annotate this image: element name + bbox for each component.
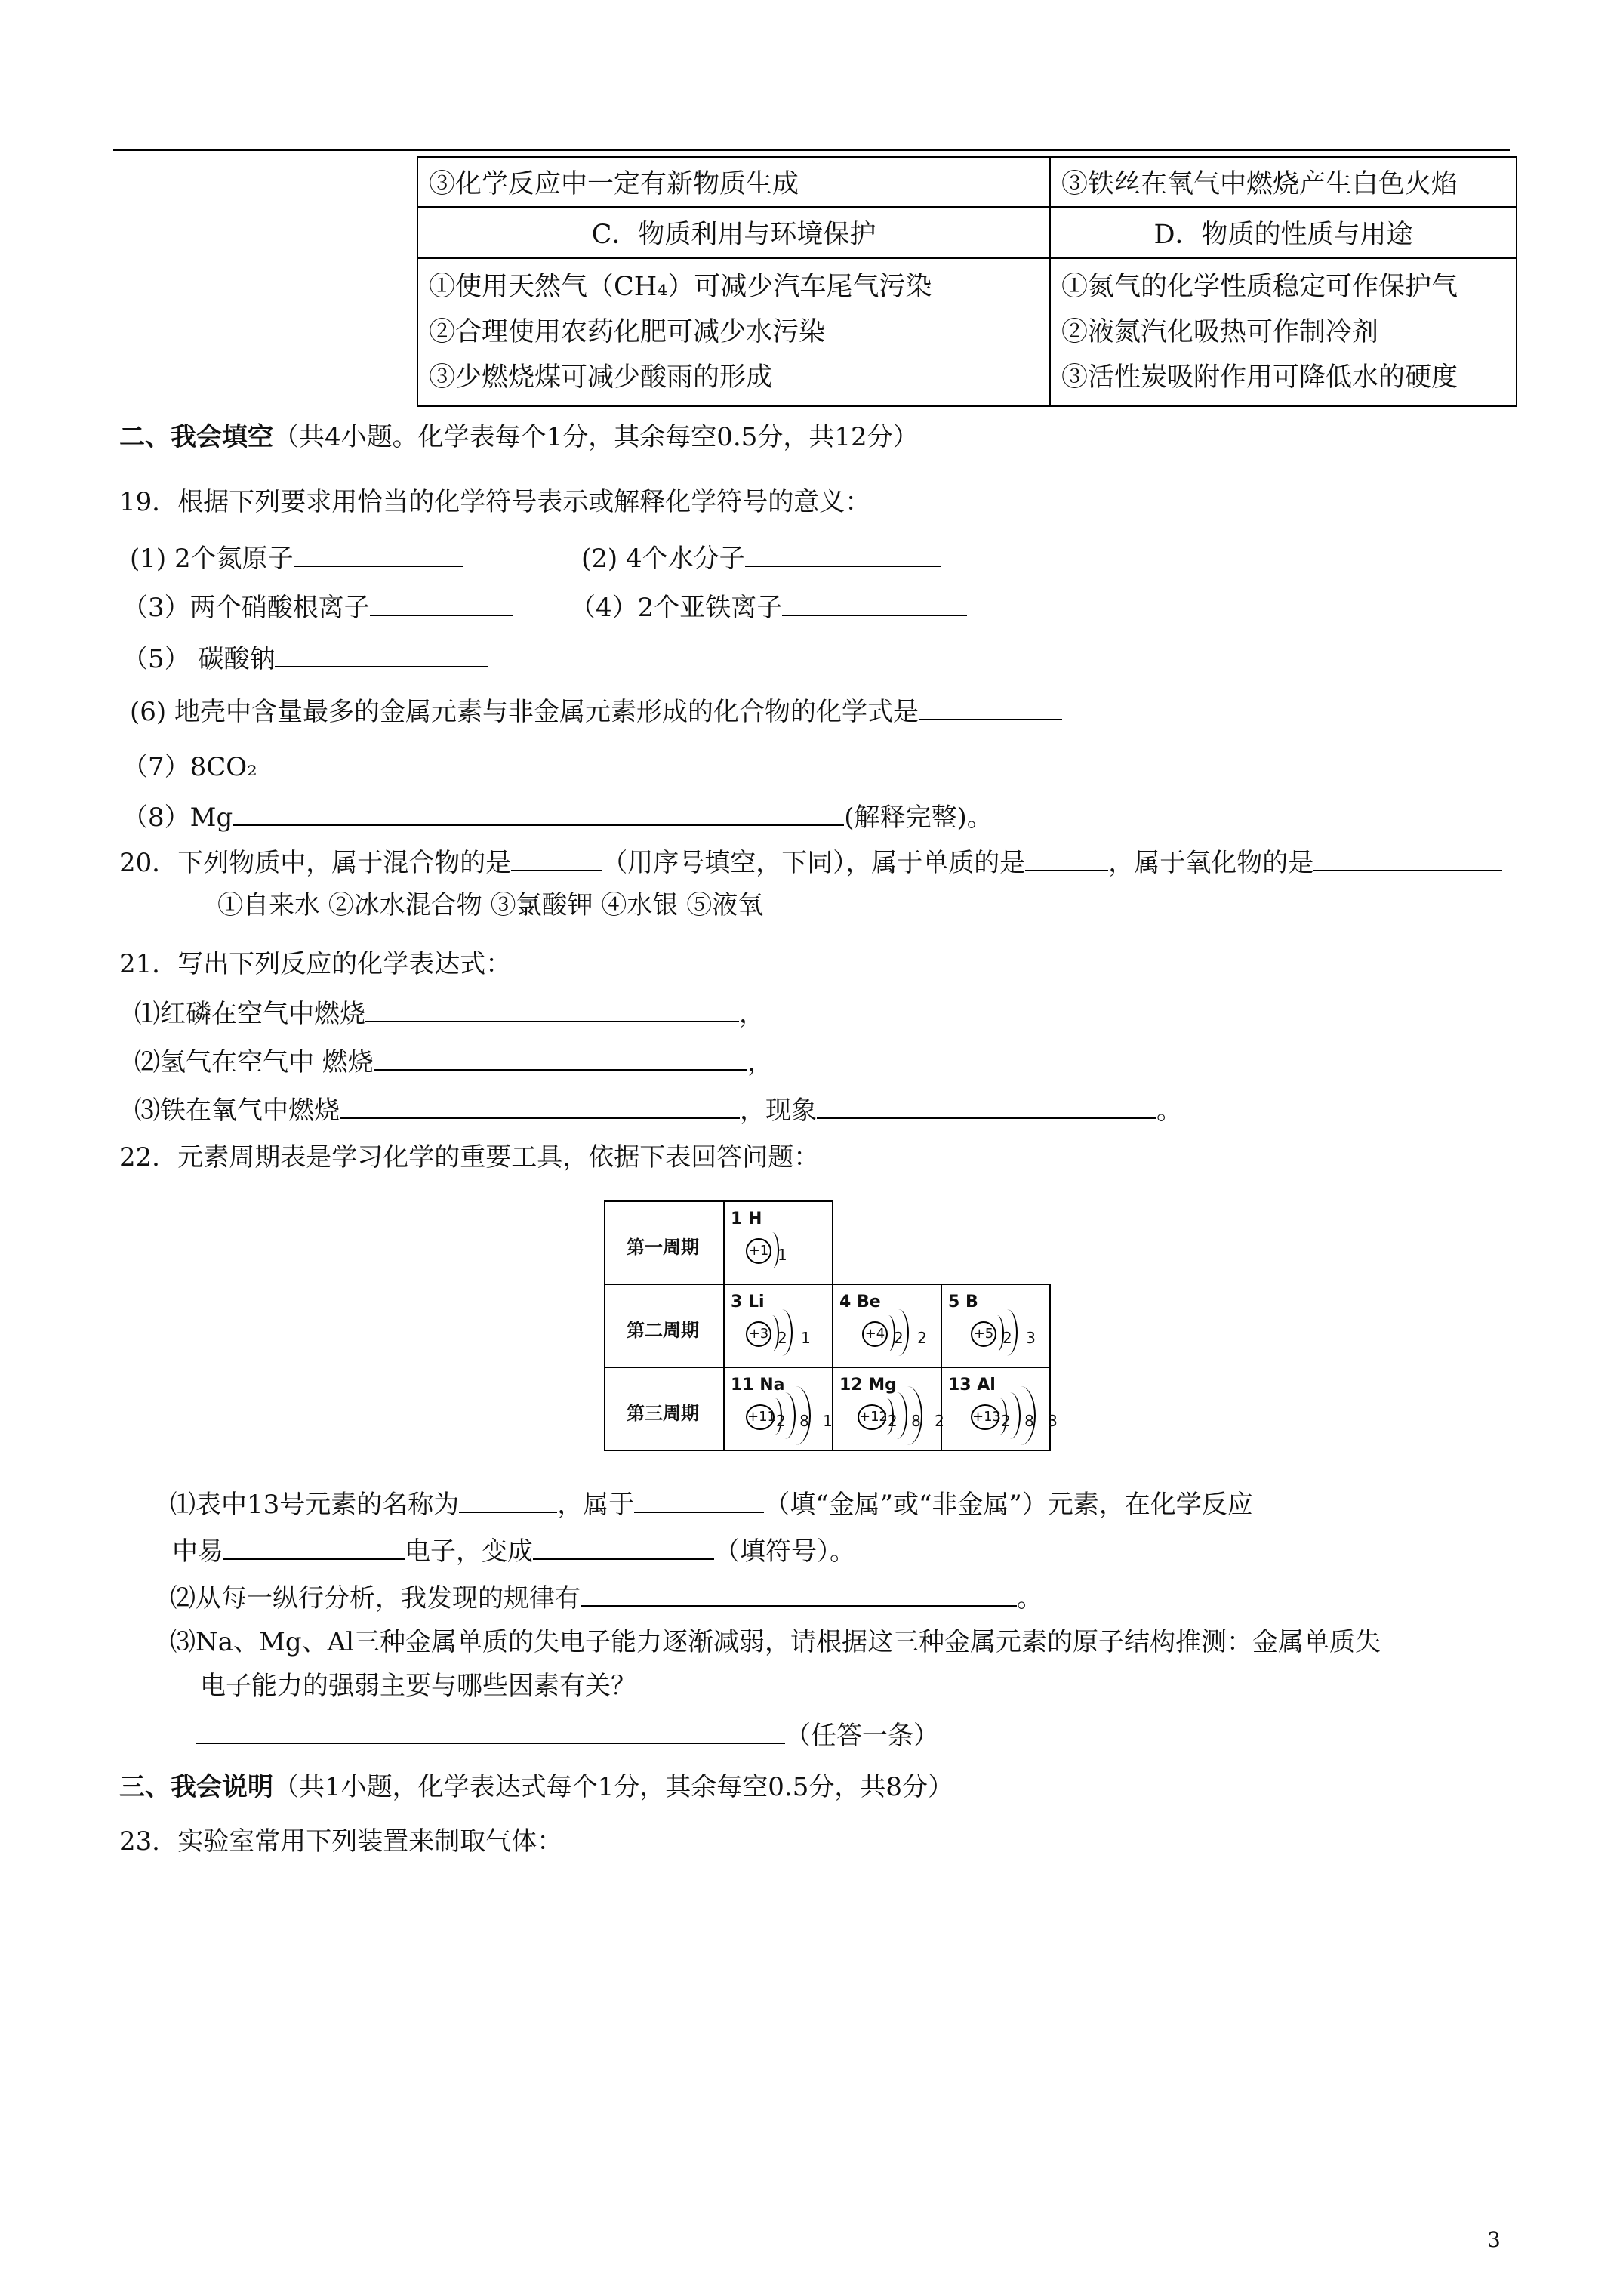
d-item-1: ①氮气的化学性质稳定可作保护气 bbox=[1061, 272, 1458, 302]
q19-p6-text: (6) 地壳中含量最多的金属元素与非金属元素形成的化合物的化学式是 bbox=[130, 697, 919, 727]
q19-p3 bbox=[122, 589, 513, 624]
q19-p6-blank[interactable] bbox=[919, 693, 1062, 720]
c-item-1: ①使用天然气（CH₄）可减少汽车尾气污染 bbox=[429, 272, 932, 302]
element-be-nucleus: +4 bbox=[862, 1321, 888, 1347]
q21-p3-end: 。 bbox=[1156, 1096, 1182, 1126]
q21-p2 bbox=[134, 1043, 773, 1078]
q19-p1-blank[interactable] bbox=[294, 540, 463, 567]
q19-p3-text: （3）两个硝酸根离子 bbox=[122, 593, 370, 623]
q19-p3-blank[interactable] bbox=[370, 589, 513, 616]
q19-p5-text: （5） 碳酸钠 bbox=[122, 644, 276, 674]
q21-p2-end: ， bbox=[747, 1047, 773, 1077]
element-b-shells: 2 3 bbox=[1002, 1329, 1040, 1347]
q22-s1-blank-3[interactable] bbox=[223, 1533, 405, 1560]
element-cell-li bbox=[723, 1284, 833, 1368]
q21-p1-text: ⑴红磷在空气中燃烧 bbox=[134, 999, 365, 1029]
element-be-head: 4 Be bbox=[839, 1293, 881, 1311]
element-be-shells: 2 2 bbox=[894, 1329, 932, 1347]
q20-stem-b: （用序号填空，下同），属于单质的是 bbox=[602, 848, 1026, 878]
q22-s3-a: ⑶Na、Mg、Al三种金属单质的失电子能力逐渐减弱，请根据这三种金属元素的原子结构推测：金属单质失 bbox=[170, 1627, 1381, 1657]
element-al-head: 13 Al bbox=[948, 1376, 996, 1395]
q22-s3-c bbox=[196, 1717, 939, 1752]
q22-s1-blank-2[interactable] bbox=[634, 1486, 764, 1513]
q21-p2-text: ⑵氢气在空气中 燃烧 bbox=[134, 1047, 374, 1077]
header-d: D．物质的性质与用途 bbox=[1050, 207, 1517, 258]
period-3-cell bbox=[604, 1367, 725, 1451]
q21-p3-text: ⑶铁在氧气中燃烧 bbox=[134, 1096, 340, 1126]
q21-p3-blank-2[interactable] bbox=[817, 1092, 1156, 1119]
q22-s1-c: （填“金属”或“非金属”）元素，在化学反应 bbox=[764, 1490, 1253, 1520]
q22-s3-c-text: （任答一条） bbox=[785, 1721, 939, 1751]
q19-p7 bbox=[122, 749, 518, 783]
q22-s1-a: ⑴表中13号元素的名称为 bbox=[170, 1490, 460, 1520]
q22-s1 bbox=[170, 1486, 1253, 1521]
q19-p2-blank[interactable] bbox=[745, 540, 941, 567]
element-h-nucleus: +1 bbox=[746, 1238, 771, 1264]
element-h-head: 1 H bbox=[731, 1210, 762, 1228]
q21-p1 bbox=[134, 995, 765, 1030]
period-1-cell bbox=[604, 1200, 725, 1285]
q22-s2 bbox=[170, 1579, 1042, 1614]
q22-s1-blank-1[interactable] bbox=[459, 1486, 557, 1513]
d-item-3: ③活性炭吸附作用可降低水的硬度 bbox=[1061, 362, 1458, 393]
q23-stem: 23．实验室常用下列装置来制取气体： bbox=[119, 1826, 563, 1857]
q19-p7-blank[interactable] bbox=[257, 749, 518, 775]
element-al-shells: 2 8 3 bbox=[1001, 1412, 1062, 1430]
q20-blank-3[interactable] bbox=[1313, 844, 1502, 871]
element-na-shells: 2 8 1 bbox=[776, 1412, 837, 1430]
c-item-3: ③少燃烧煤可减少酸雨的形成 bbox=[429, 362, 773, 393]
element-b-head: 5 B bbox=[948, 1293, 978, 1311]
q21-p3-mid: ，现象 bbox=[740, 1096, 817, 1126]
q19-p2 bbox=[581, 540, 941, 575]
period-3-label: 第三周期 bbox=[627, 1403, 699, 1424]
q19-p8-end: (解释完整)。 bbox=[844, 803, 993, 833]
q19-p2-text: (2) 4个水分子 bbox=[581, 544, 745, 574]
q22-s1-blank-4[interactable] bbox=[533, 1533, 714, 1560]
element-al-nucleus: +13 bbox=[971, 1404, 999, 1430]
q19-p8-text: （8）Mg bbox=[122, 803, 233, 833]
q22-s2-b: 。 bbox=[1017, 1583, 1042, 1613]
element-cell-mg bbox=[832, 1367, 949, 1451]
header-c: C．物质利用与环境保护 bbox=[417, 207, 1050, 258]
q19-p5 bbox=[122, 640, 488, 675]
element-mg-shells: 2 8 2 bbox=[888, 1412, 949, 1430]
q19-p7-text: （7）8CO₂ bbox=[122, 752, 257, 782]
element-li-shells: 2 1 bbox=[778, 1329, 815, 1347]
q22-s3-blank[interactable] bbox=[196, 1717, 785, 1744]
element-cell-al bbox=[941, 1367, 1062, 1451]
q21-p3-blank-1[interactable] bbox=[340, 1092, 740, 1119]
row-a-left: ③化学反应中一定有新物质生成 bbox=[417, 157, 1050, 207]
element-cell-na bbox=[723, 1367, 837, 1451]
element-mg-nucleus: +12 bbox=[858, 1404, 886, 1430]
q22-s1-e: 电子，变成 bbox=[405, 1536, 533, 1567]
q19-p1 bbox=[130, 540, 463, 575]
page-number: 3 bbox=[1487, 2227, 1501, 2252]
element-na-head: 11 Na bbox=[731, 1376, 785, 1395]
element-li-nucleus: +3 bbox=[746, 1321, 771, 1347]
element-h-shells: 1 bbox=[778, 1246, 792, 1264]
q20-stem-c: ，属于氧化物的是 bbox=[1108, 848, 1314, 878]
q22-stem: 22．元素周期表是学习化学的重要工具，依据下表回答问题： bbox=[119, 1142, 820, 1173]
q21-p1-end: ， bbox=[739, 999, 765, 1029]
section3-note: （共1小题，化学表达式每个1分，其余每空0.5分，共8分） bbox=[273, 1772, 953, 1802]
element-b-nucleus: +5 bbox=[971, 1321, 996, 1347]
q22-s1-f: （填符号）。 bbox=[714, 1536, 855, 1567]
q19-p8 bbox=[122, 799, 993, 834]
q19-stem: 19．根据下列要求用恰当的化学符号表示或解释化学符号的意义： bbox=[119, 487, 871, 517]
q21-p2-blank[interactable] bbox=[374, 1043, 747, 1071]
q20-stem-a: 20．下列物质中，属于混合物的是 bbox=[119, 848, 512, 878]
row-c-right bbox=[1050, 258, 1517, 406]
q19-p8-blank[interactable] bbox=[233, 799, 844, 826]
element-cell-be bbox=[832, 1284, 942, 1368]
q20-blank-1[interactable] bbox=[511, 844, 602, 871]
q22-s3-b: 电子能力的强弱主要与哪些因素有关？ bbox=[200, 1671, 636, 1701]
q21-stem: 21．写出下列反应的化学表达式： bbox=[119, 949, 512, 979]
q22-s1-cont bbox=[172, 1533, 855, 1567]
section2-heading bbox=[119, 421, 919, 453]
section2-title: 二、我会填空 bbox=[119, 422, 273, 452]
element-cell-b bbox=[941, 1284, 1051, 1368]
q22-s1-d: 中易 bbox=[172, 1536, 223, 1567]
q22-s1-b: ，属于 bbox=[557, 1490, 635, 1520]
period-2-label: 第二周期 bbox=[627, 1320, 699, 1341]
section3-heading bbox=[119, 1771, 953, 1803]
row-a-right: ③铁丝在氧气中燃烧产生白色火焰 bbox=[1050, 157, 1517, 207]
summary-table bbox=[417, 156, 1517, 407]
q20-stem bbox=[119, 844, 1502, 879]
period-2-cell bbox=[604, 1284, 725, 1368]
d-item-2: ②液氮汽化吸热可作制冷剂 bbox=[1061, 317, 1379, 347]
q22-s2-blank[interactable] bbox=[581, 1579, 1017, 1607]
element-cell-h bbox=[723, 1200, 833, 1285]
element-mg-head: 12 Mg bbox=[839, 1376, 897, 1395]
q19-p1-text: (1) 2个氮原子 bbox=[130, 544, 294, 574]
element-li-head: 3 Li bbox=[731, 1293, 765, 1311]
q19-p6 bbox=[130, 693, 1062, 728]
q20-options: ①自来水 ②冰水混合物 ③氯酸钾 ④水银 ⑤液氧 bbox=[217, 890, 764, 920]
q19-p4-blank[interactable] bbox=[782, 589, 967, 616]
element-na-nucleus: +11 bbox=[746, 1404, 775, 1430]
q19-p5-blank[interactable] bbox=[275, 640, 488, 667]
row-c-left bbox=[417, 258, 1050, 406]
top-rule bbox=[113, 149, 1510, 151]
q19-p4-text: （4）2个亚铁离子 bbox=[570, 593, 783, 623]
q21-p3 bbox=[134, 1092, 1182, 1126]
period-1-label: 第一周期 bbox=[627, 1237, 699, 1258]
section2-note: （共4小题。化学表每个1分，其余每空0.5分，共12分） bbox=[273, 422, 919, 452]
q19-p4 bbox=[570, 589, 967, 624]
q22-s2-a: ⑵从每一纵行分析，我发现的规律有 bbox=[170, 1583, 581, 1613]
q21-p1-blank[interactable] bbox=[365, 995, 739, 1022]
c-item-2: ②合理使用农药化肥可减少水污染 bbox=[429, 317, 826, 347]
section3-title: 三、我会说明 bbox=[119, 1772, 273, 1802]
q20-blank-2[interactable] bbox=[1025, 844, 1108, 871]
